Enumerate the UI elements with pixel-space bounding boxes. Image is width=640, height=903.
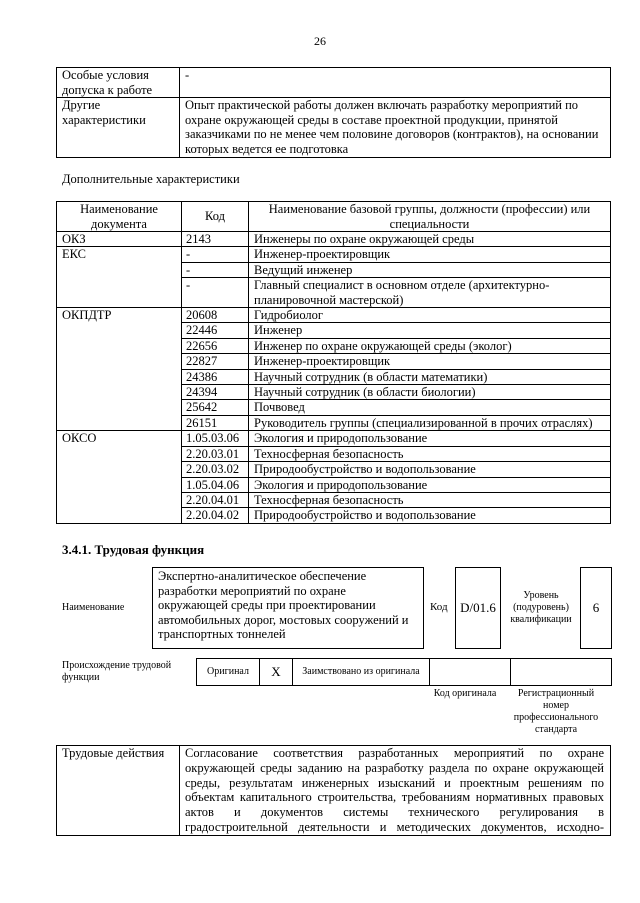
code-cell: 1.05.03.06: [182, 431, 249, 446]
name-cell: Инженер: [249, 323, 611, 338]
reg-number-box: [510, 658, 612, 686]
code-label: Код: [430, 601, 448, 613]
code-cell: 2.20.03.02: [182, 462, 249, 477]
function-title: 3.4.1. Трудовая функция: [62, 542, 205, 557]
name-cell: Экология и природопользование: [249, 431, 611, 446]
function-name-box: Экспертно-аналитическое обеспечение разработки мероприятий по охране окружающей среды при проектировании автомобильных дорог, мостовых сооружений и транспортных тоннелей: [152, 567, 424, 649]
labor-actions-text: [180, 746, 611, 836]
code-original-label: Код оригинала: [433, 688, 497, 699]
table-row: [57, 68, 611, 98]
name-cell: Техносферная безопасность: [249, 492, 611, 507]
name-cell: Главный специалист в основном отделе (архитектурно-планировочной мастерской): [249, 278, 611, 308]
name-cell: Инженер по охране окружающей среды (эколог): [249, 338, 611, 353]
name-cell: Природообустройство и водопользование: [249, 508, 611, 523]
name-cell: Инженер-проектировщик: [249, 354, 611, 369]
original-label: Оригинал: [196, 658, 260, 686]
table-row: [57, 98, 611, 157]
code-cell: -: [182, 247, 249, 262]
text-line: Согласование соответствия разработанных мероприятий по охране: [185, 746, 604, 760]
table-cell-value: Опыт практической работы должен включать разработку мероприятий по охране окружающей среды в составе проектной продукции, принятой заказчиками по не менее чем половине договоров (контрактов), на основании которых ведется ее подготовка: [180, 98, 611, 157]
qualification-level-box: 6: [580, 567, 612, 649]
name-cell: Научный сотрудник (в области математики): [249, 369, 611, 384]
table-row: [57, 232, 611, 247]
name-cell: Инженер-проектировщик: [249, 247, 611, 262]
name-cell: Ведущий инженер: [249, 262, 611, 277]
function-code-box: D/01.6: [455, 567, 501, 649]
reg-number-label: Регистрационный номер профессионального стандарта: [513, 688, 599, 735]
text-line: градостроительной деятельности и методических документов, исходно-: [185, 819, 604, 834]
code-cell: 2.20.03.01: [182, 446, 249, 461]
code-original-box: [429, 658, 511, 686]
code-cell: 2.20.04.02: [182, 508, 249, 523]
code-cell: 2.20.04.01: [182, 492, 249, 507]
code-cell: 22827: [182, 354, 249, 369]
original-mark: X: [259, 658, 293, 686]
table-cell-label: Другие характеристики: [57, 98, 180, 157]
name-cell: Техносферная безопасность: [249, 446, 611, 461]
doc-cell: ОКСО: [57, 431, 182, 523]
name-cell: Инженеры по охране окружающей среды: [249, 232, 611, 247]
labor-actions-label: Трудовые действия: [57, 746, 180, 836]
table-header-row: [57, 202, 611, 232]
name-cell: Научный сотрудник (в области биологии): [249, 385, 611, 400]
additional-characteristics-table: [56, 201, 611, 524]
code-cell: -: [182, 262, 249, 277]
table-cell-label: Особые условия допуска к работе: [57, 68, 180, 98]
name-cell: Экология и природопользование: [249, 477, 611, 492]
table-row: [57, 746, 611, 836]
labor-actions-table: [56, 745, 611, 836]
name-cell: Природообустройство и водопользование: [249, 462, 611, 477]
header-document: Наименование документа: [57, 202, 182, 232]
code-cell: 2143: [182, 232, 249, 247]
doc-cell: ЕКС: [57, 247, 182, 308]
code-cell: 22446: [182, 323, 249, 338]
doc-cell: ОКПДТР: [57, 308, 182, 431]
additional-characteristics-caption: Дополнительные характеристики: [62, 172, 240, 186]
name-cell: Руководитель группы (специализированной в прочих отраслях): [249, 415, 611, 430]
header-code: Код: [182, 202, 249, 232]
name-cell: Почвовед: [249, 400, 611, 415]
code-cell: 26151: [182, 415, 249, 430]
code-cell: 1.05.04.06: [182, 477, 249, 492]
code-cell: 20608: [182, 308, 249, 323]
text-line: актов и документов системы технического регулирования в: [185, 805, 604, 820]
text-line: окружающей среды заданию на разработку раздела по охране окружающей: [185, 760, 604, 775]
code-cell: 25642: [182, 400, 249, 415]
text-line: среды, результатам инженерных изысканий и проектным решениям по: [185, 775, 604, 790]
conditions-table: [56, 67, 611, 158]
header-name: Наименование базовой группы, должности (профессии) или специальности: [249, 202, 611, 232]
borrowed-label: Заимствовано из оригинала: [292, 658, 430, 686]
level-label: Уровень (подуровень) квалификации: [510, 590, 572, 625]
doc-cell: ОКЗ: [57, 232, 182, 247]
code-cell: -: [182, 278, 249, 308]
name-label: Наименование: [62, 602, 125, 613]
table-cell-value: -: [180, 68, 611, 98]
code-cell: 24386: [182, 369, 249, 384]
code-cell: 24394: [182, 385, 249, 400]
page-number: 26: [314, 34, 326, 48]
text-line: объектам капитального строительства, требованиям нормативных правовых: [185, 790, 604, 805]
origin-label: Происхождение трудовой функции: [62, 660, 172, 683]
table-row: [57, 308, 611, 323]
table-row: [57, 431, 611, 446]
code-cell: 22656: [182, 338, 249, 353]
name-cell: Гидробиолог: [249, 308, 611, 323]
table-row: [57, 247, 611, 262]
